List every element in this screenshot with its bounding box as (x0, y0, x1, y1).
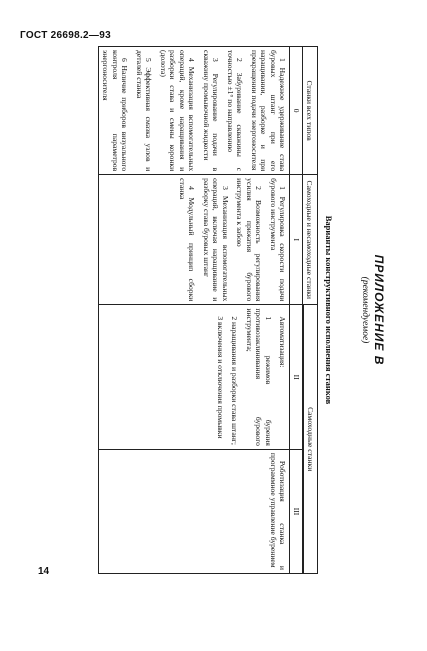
requirement-item: 5 Эффективная смазка узлов и деталей станка (134, 50, 154, 172)
requirement-item: 1 режимов бурения противозаклинивания бурового инструмента; (244, 308, 273, 446)
cell-self-propelled-ii (98, 305, 289, 450)
cell-all-types (98, 47, 289, 175)
requirement-item: 1 Регулировка скорости подачи бурового инструмента (268, 178, 288, 302)
requirement-item: Роботизация станка и программное управление бурением (268, 452, 288, 570)
rotated-appendix-page (32, 40, 392, 580)
requirement-item: 3 Регулирование подачи в скважину промывочной жидкости (201, 50, 221, 172)
requirement-item: 4 Модульный принцип сборки станка (177, 178, 197, 302)
requirement-item: 6 Наличие приборов визуального контроля параметров энергоносителя (101, 50, 130, 172)
column-number-3: III (290, 449, 302, 573)
column-number-1: I (290, 175, 302, 305)
header-self-propelled-group: Самоходные станки (303, 305, 317, 574)
requirement-item: 2 Забуривание скважины с точностью ±1° по направлению (225, 50, 245, 172)
appendix-status: (рекомендуемое) (360, 276, 370, 344)
machine-variants-table (98, 46, 318, 574)
page-number: 14 (38, 566, 50, 577)
header-self-and-non-self: Самоходные и несамоходные станки (302, 175, 317, 305)
header-all-types: Станки всех типов (302, 47, 317, 175)
document-standard-header: ГОСТ 26698.2—93 (20, 30, 111, 41)
table-caption: Варианты конструктивного исполнения станков (324, 215, 334, 405)
cell-self-propelled-iii (98, 449, 289, 573)
column-number-2: II (290, 305, 302, 450)
requirement-item: 1 Надежное удерживание става буровых штанг при его наращивании, разборке и при прекращении подачи энергоносителя (249, 50, 288, 172)
requirement-item: 3 включения и отключения промывки (215, 316, 225, 439)
requirement-item: 4 Механизация вспомогательных операций, кроме наращивания и разборки става и смены коронки (долота) (158, 50, 197, 172)
appendix-title: ПРИЛОЖЕНИЕ В (372, 254, 386, 366)
requirement-item: 2 Возможность регулирования усилия прижатия бурового инструмента к забою (235, 178, 264, 302)
cell-self-and-non-self (98, 175, 289, 305)
requirement-item: 2 наращивания и разборки става штанг; (230, 316, 240, 446)
column-number-0: 0 (290, 47, 302, 175)
requirement-item: 3 Механизация вспомогательных операций, включая наращивание и разборку става буровых штанг (201, 178, 230, 302)
requirement-item: Автоматизация: (278, 316, 288, 368)
